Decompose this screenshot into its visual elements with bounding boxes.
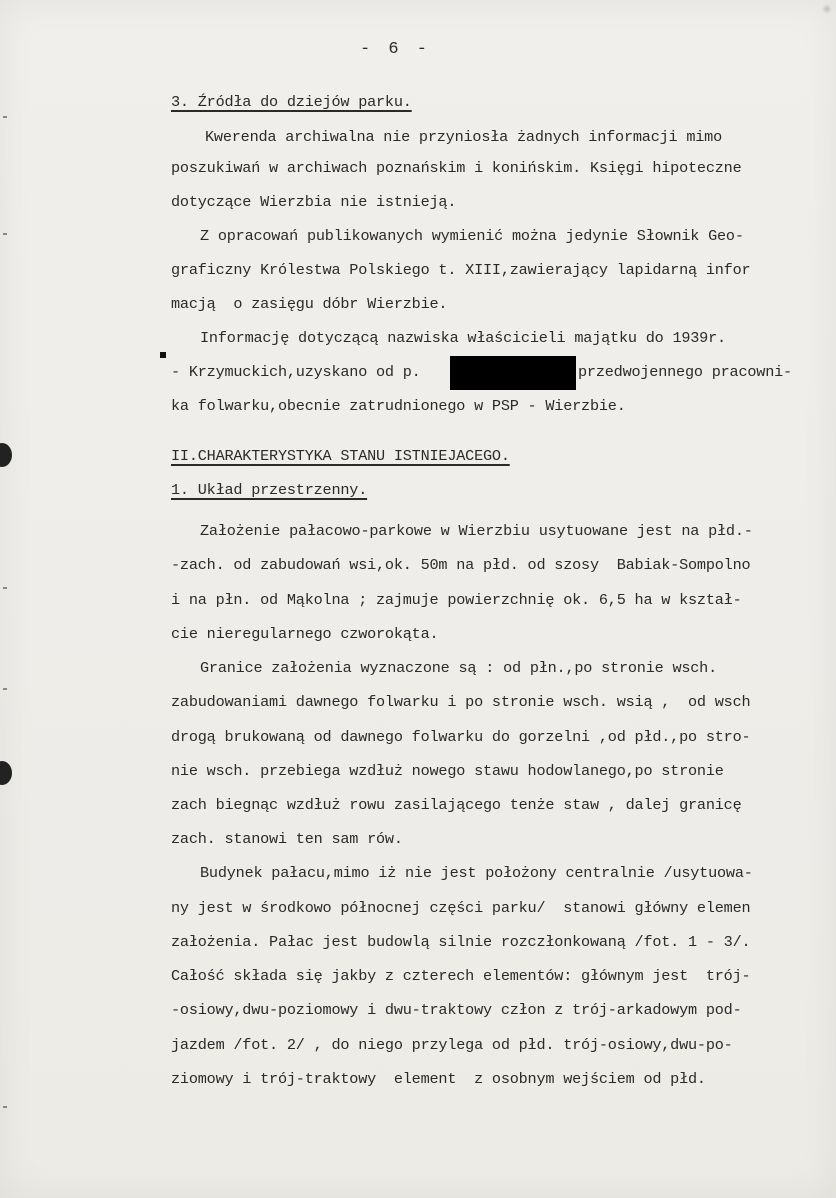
text-line: Założenie pałacowo-parkowe w Wierzbiu usytuowane jest na płd.- (200, 522, 753, 540)
margin-mark (3, 587, 7, 589)
punch-hole-upper (0, 443, 12, 467)
text-line: nie wsch. przebiega wzdłuż nowego stawu hodowlanego,po stronie (171, 762, 724, 780)
text-line: graficzny Królestwa Polskiego t. XIII,zawierający lapidarną infor (171, 261, 751, 279)
text-line: Kwerenda archiwalna nie przyniosła żadnych informacji mimo (205, 128, 723, 146)
text-line: - Krzymuckich,uzyskano od p. (171, 363, 421, 381)
text-line: Granice założenia wyznaczone są : od płn.,po stronie wsch. (200, 659, 718, 677)
text-line: Całość składa się jakby z czterech elementów: głównym jest trój- (171, 967, 751, 985)
text-line: macją o zasięgu dóbr Wierzbie. (171, 295, 448, 313)
text-line: -zach. od zabudowań wsi,ok. 50m na płd. od szosy Babiak-Sompolno (171, 556, 751, 574)
text-line: cie nieregularnego czworokąta. (171, 625, 439, 643)
text-line: Budynek pałacu,mimo iż nie jest położony centralnie /usytuowa- (200, 864, 753, 882)
text-line: Z opracowań publikowanych wymienić można jedynie Słownik Geo- (200, 227, 744, 245)
text-line: poszukiwań w archiwach poznańskim i konińskim. Księgi hipoteczne (171, 159, 742, 177)
text-line: i na płn. od Mąkolna ; zajmuje powierzchnię ok. 6,5 ha w kształ- (171, 591, 742, 609)
margin-mark (3, 233, 7, 235)
text-line: jazdem /fot. 2/ , do niego przylega od płd. trój-osiowy,dwu-po- (171, 1036, 733, 1054)
text-line: zabudowaniami dawnego folwarku i po stronie wsch. wsią , od wsch (171, 693, 751, 711)
text-line: ny jest w środkowo północnej części parku/ stanowi główny elemen (171, 899, 751, 917)
margin-mark (3, 688, 7, 690)
text-line: Informację dotyczącą nazwiska właścicieli majątku do 1939r. (200, 329, 726, 347)
redaction-block (450, 356, 576, 390)
section-heading: II.CHARAKTERYSTYKA STANU ISTNIEJACEGO. (171, 447, 510, 465)
margin-mark (3, 1106, 7, 1108)
text-line: ka folwarku,obecnie zatrudnionego w PSP - Wierzbie. (171, 397, 626, 415)
text-line: -osiowy,dwu-poziomowy i dwu-traktowy człon z trój-arkadowym pod- (171, 1001, 742, 1019)
text-line: drogą brukowaną od dawnego folwarku do gorzelni ,od płd.,po stro- (171, 728, 751, 746)
page-number: - 6 - (360, 40, 432, 59)
section-heading: 3. Źródła do dziejów parku. (171, 93, 412, 111)
text-line: przedwojennego pracowni- (578, 363, 792, 381)
margin-mark (3, 116, 7, 118)
text-line: założenia. Pałac jest budowlą silnie rozczłonkowaną /fot. 1 - 3/. (171, 933, 751, 951)
text-line: ziomowy i trój-traktowy element z osobnym wejściem od płd. (171, 1070, 706, 1088)
text-line: zach biegnąc wzdłuż rowu zasilającego tenże staw , dalej granicę (171, 796, 742, 814)
text-line: zach. stanowi ten sam rów. (171, 830, 403, 848)
bullet-mark (160, 352, 166, 358)
paper-speck (822, 4, 832, 14)
punch-hole-lower (0, 761, 12, 785)
section-heading: 1. Układ przestrzenny. (171, 481, 368, 499)
text-line: dotyczące Wierzbia nie istnieją. (171, 193, 457, 211)
